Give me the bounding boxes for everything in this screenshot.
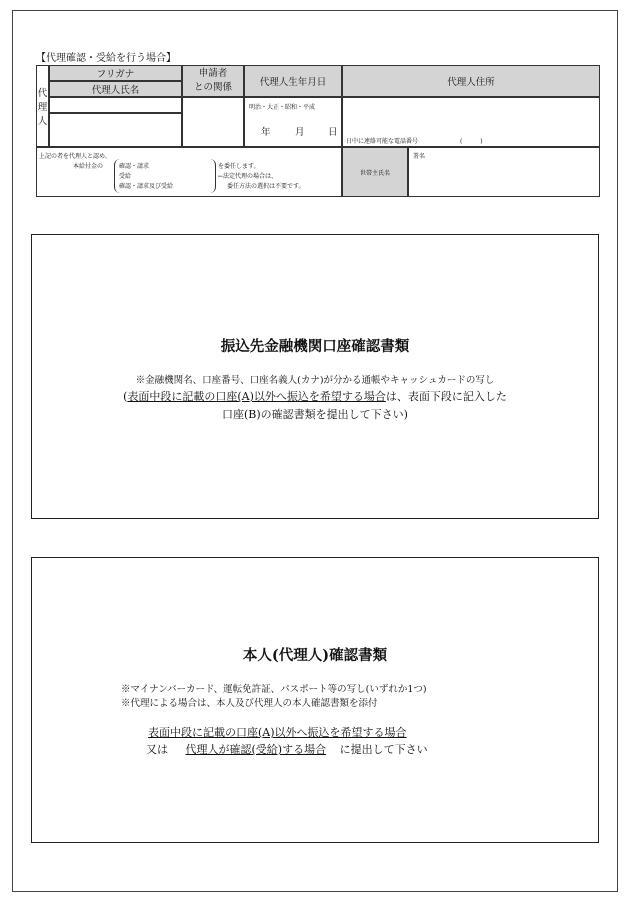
bank-box-title: 振込先金融機関口座確認書類: [220, 338, 410, 355]
delegation-option-receive[interactable]: 受給: [119, 173, 132, 180]
id-box-note1: ※マイナンバーカード、運転免許証、パスポート等の写し(いずれか1つ): [121, 684, 427, 695]
phone-row: [346, 136, 483, 145]
phone-parens: ( ): [459, 138, 483, 145]
agent-name-header: 代理人氏名: [49, 81, 182, 97]
signature-field[interactable]: 署名: [408, 147, 600, 197]
agent-section-heading: 【代理確認・受給を行う場合】: [36, 53, 176, 64]
bank-box-note: ※金融機関名、口座番号、口座名義人(カナ)が分かる通帳やキャッシュカードの写し: [135, 375, 495, 386]
id-box-condition-row: 又は 代理人が確認(受給)する場合 に提出して下さい: [146, 743, 428, 756]
address-header: 代理人住所: [342, 65, 600, 97]
delegation-option-both[interactable]: 確認・請求及び受給: [119, 183, 174, 190]
bank-box-line2: (表面中段に記載の口座(A)以外へ振込を希望する場合は、表面下段に記入した: [123, 390, 507, 403]
bank-box-line3: 口座(B)の確認書類を提出して下さい): [222, 408, 408, 421]
phone-label: 日中に連絡可能な電話番号: [346, 138, 419, 145]
side-char-2: 理: [37, 102, 48, 113]
bank-box-condition: 表面中段に記載の口座(A)以外へ振込を希望する場合: [127, 390, 386, 403]
relationship-field[interactable]: [182, 97, 244, 147]
furigana-header: フリガナ: [49, 65, 182, 81]
id-box-note2: ※代理による場合は、本人及び代理人の本人確認書類を添付: [121, 698, 378, 709]
side-char-1: 代: [37, 88, 48, 99]
address-field[interactable]: [342, 97, 600, 147]
agent-name-field[interactable]: [49, 113, 182, 147]
bank-account-documents-box: [31, 234, 599, 519]
id-box-condition2: 代理人が確認(受給)する場合: [185, 743, 327, 756]
identity-documents-box: [31, 557, 599, 843]
delegation-option-confirm[interactable]: 確認・請求: [119, 163, 150, 170]
furigana-field[interactable]: [49, 97, 182, 113]
side-char-3: 人: [37, 116, 48, 127]
id-box-condition1: 表面中段に記載の口座(A)以外へ振込を希望する場合: [148, 726, 407, 739]
relationship-header: 申請者 との関係: [182, 65, 244, 97]
birthdate-header: 代理人生年月日: [244, 65, 342, 97]
agent-side-label-cell: [36, 65, 49, 147]
id-box-title: 本人(代理人)確認書類: [242, 647, 388, 664]
birthdate-field[interactable]: 明治・大正・昭和・平成 年 月 日: [244, 97, 342, 147]
era-options: 明治・大正・昭和・平成: [249, 104, 316, 111]
delegation-cell: 上記の者を代理人と認め、 本給付金の 確認・請求 受給 確認・請求及び受給 を委任します。 ←法定代理の場合は、 委任方法の選択は不要です。: [36, 147, 342, 197]
householder-label-cell: 世帯主氏名: [342, 147, 408, 197]
agent-info-table: [36, 65, 600, 197]
